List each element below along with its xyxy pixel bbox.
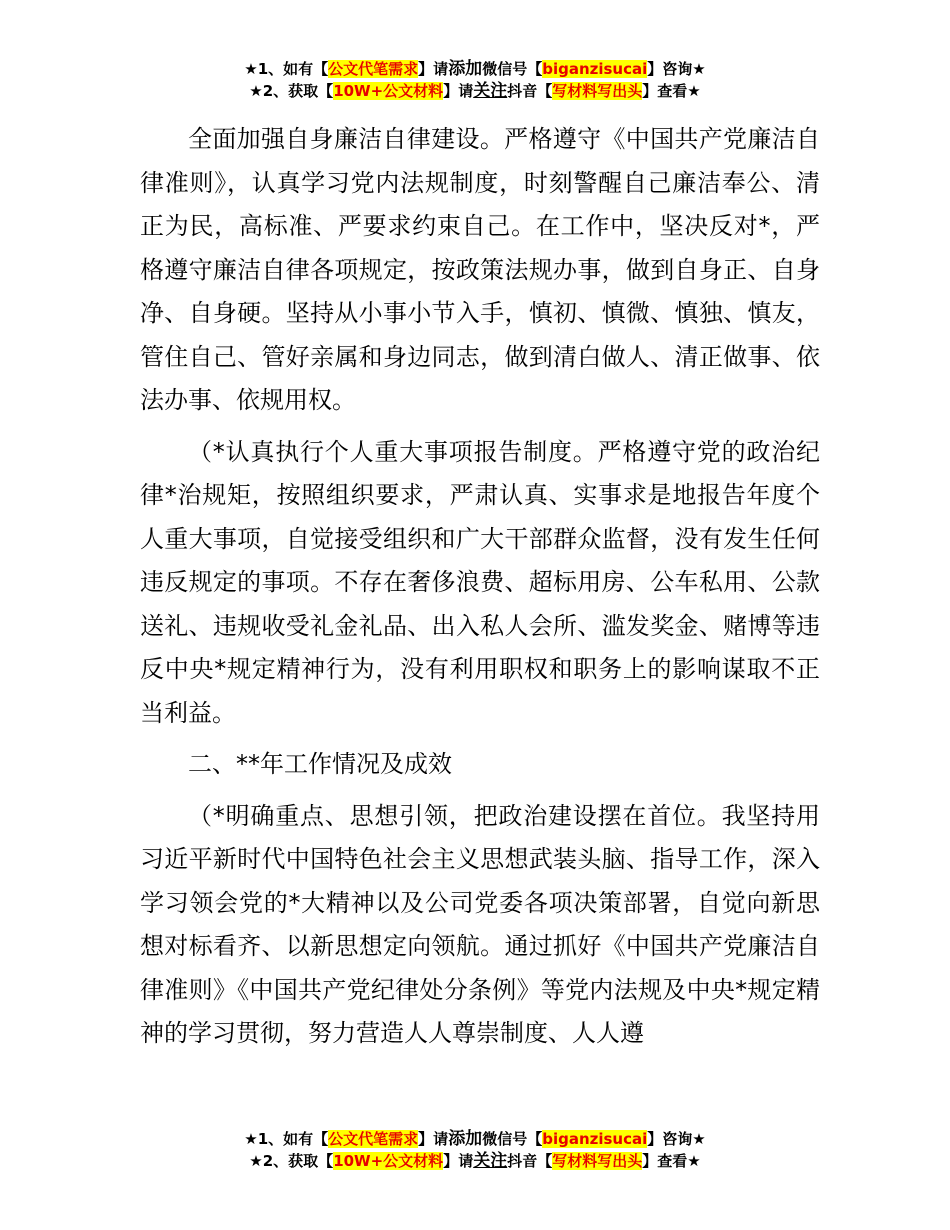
banner-line-1 (0, 58, 950, 80)
body-paragraph: 全面加强自身廉洁自律建设。严格遵守《中国共产党廉洁自律准则》，认真学习党内法规制度，时刻警醒自己廉洁奉公、清正为民，高标准、严要求约束自己。在工作中，坚决反对*，严格遵守廉洁自律各项规定，按政策法规办事，做到自身正、自身净、自身硬。坚持从小事小节入手，慎初、慎微、慎独、慎友，管住自己、管好亲属和身边同志，做到清白做人、清正做事、依法办事、依规用权。 (140, 125, 820, 414)
banner-emphasis: 关注 (473, 1151, 508, 1171)
banner-highlight: biganzisucai (542, 60, 648, 78)
body-paragraph: （*明确重点、思想引领，把政治建设摆在首位。我坚持用习近平新时代中国特色社会主义思想武装头脑、指导工作，深入学习领会党的*大精神以及公司党委各项决策部署，自觉向新思想对标看齐、以新思想定向领航。通过抓好《中国共产党廉洁自律准则》《中国共产党纪律处分条例》等党内法规及中央*规定精神的学习贯彻，努力营造人人尊崇制度、人人遵 (140, 801, 820, 1047)
banner-text: 】请 (443, 82, 474, 100)
banner-highlight: 公文代笔需求 (328, 60, 419, 78)
banner-text: 】咨询★ (647, 1130, 706, 1148)
banner-emphasis: 关注 (473, 81, 508, 101)
banner-emphasis: 添加 (448, 1129, 483, 1149)
banner-highlight: 10W+公文材料 (333, 82, 444, 100)
banner-text: 抖音【 (507, 82, 553, 100)
banner-text: 微信号【 (482, 1130, 543, 1148)
banner-text: ★2、获取【 (249, 1152, 334, 1170)
banner-text: ★2、获取【 (249, 82, 334, 100)
banner-emphasis: 添加 (448, 59, 483, 79)
body-paragraph: （*认真执行个人重大事项报告制度。严格遵守党的政治纪律*治规矩，按照组织要求，严肃认真、实事求是地报告年度个人重大事项，自觉接受组织和广大干部群众监督，没有发生任何违反规定的事项。不存在奢侈浪费、超标用房、公车私用、公款送礼、违规收受礼金礼品、出入私人会所、滥发奖金、赌博等违反中央*规定精神行为，没有利用职权和职务上的影响谋取不正当利益。 (140, 437, 820, 727)
banner-text: 微信号【 (482, 60, 543, 78)
banner-line-2 (0, 1150, 950, 1172)
banner-highlight: 写材料写出头 (552, 1152, 643, 1170)
banner-text: 抖音【 (507, 1152, 553, 1170)
section-heading: 二、**年工作情况及成效 (188, 750, 452, 778)
banner-line-2 (0, 80, 950, 102)
banner-text: 】请 (418, 1130, 449, 1148)
banner-highlight: biganzisucai (542, 1130, 648, 1148)
bottom-banner (0, 1128, 950, 1172)
banner-highlight: 10W+公文材料 (333, 1152, 444, 1170)
document-body (140, 118, 820, 1064)
banner-highlight: 写材料写出头 (552, 82, 643, 100)
banner-text: 】请 (418, 60, 449, 78)
banner-text: 】查看★ (642, 1152, 701, 1170)
top-banner (0, 58, 950, 102)
banner-text: 】咨询★ (647, 60, 706, 78)
banner-text: 】查看★ (642, 82, 701, 100)
banner-line-1 (0, 1128, 950, 1150)
banner-text: ★1、如有【 (244, 1130, 329, 1148)
banner-highlight: 公文代笔需求 (328, 1130, 419, 1148)
banner-text: ★1、如有【 (244, 60, 329, 78)
banner-text: 】请 (443, 1152, 474, 1170)
